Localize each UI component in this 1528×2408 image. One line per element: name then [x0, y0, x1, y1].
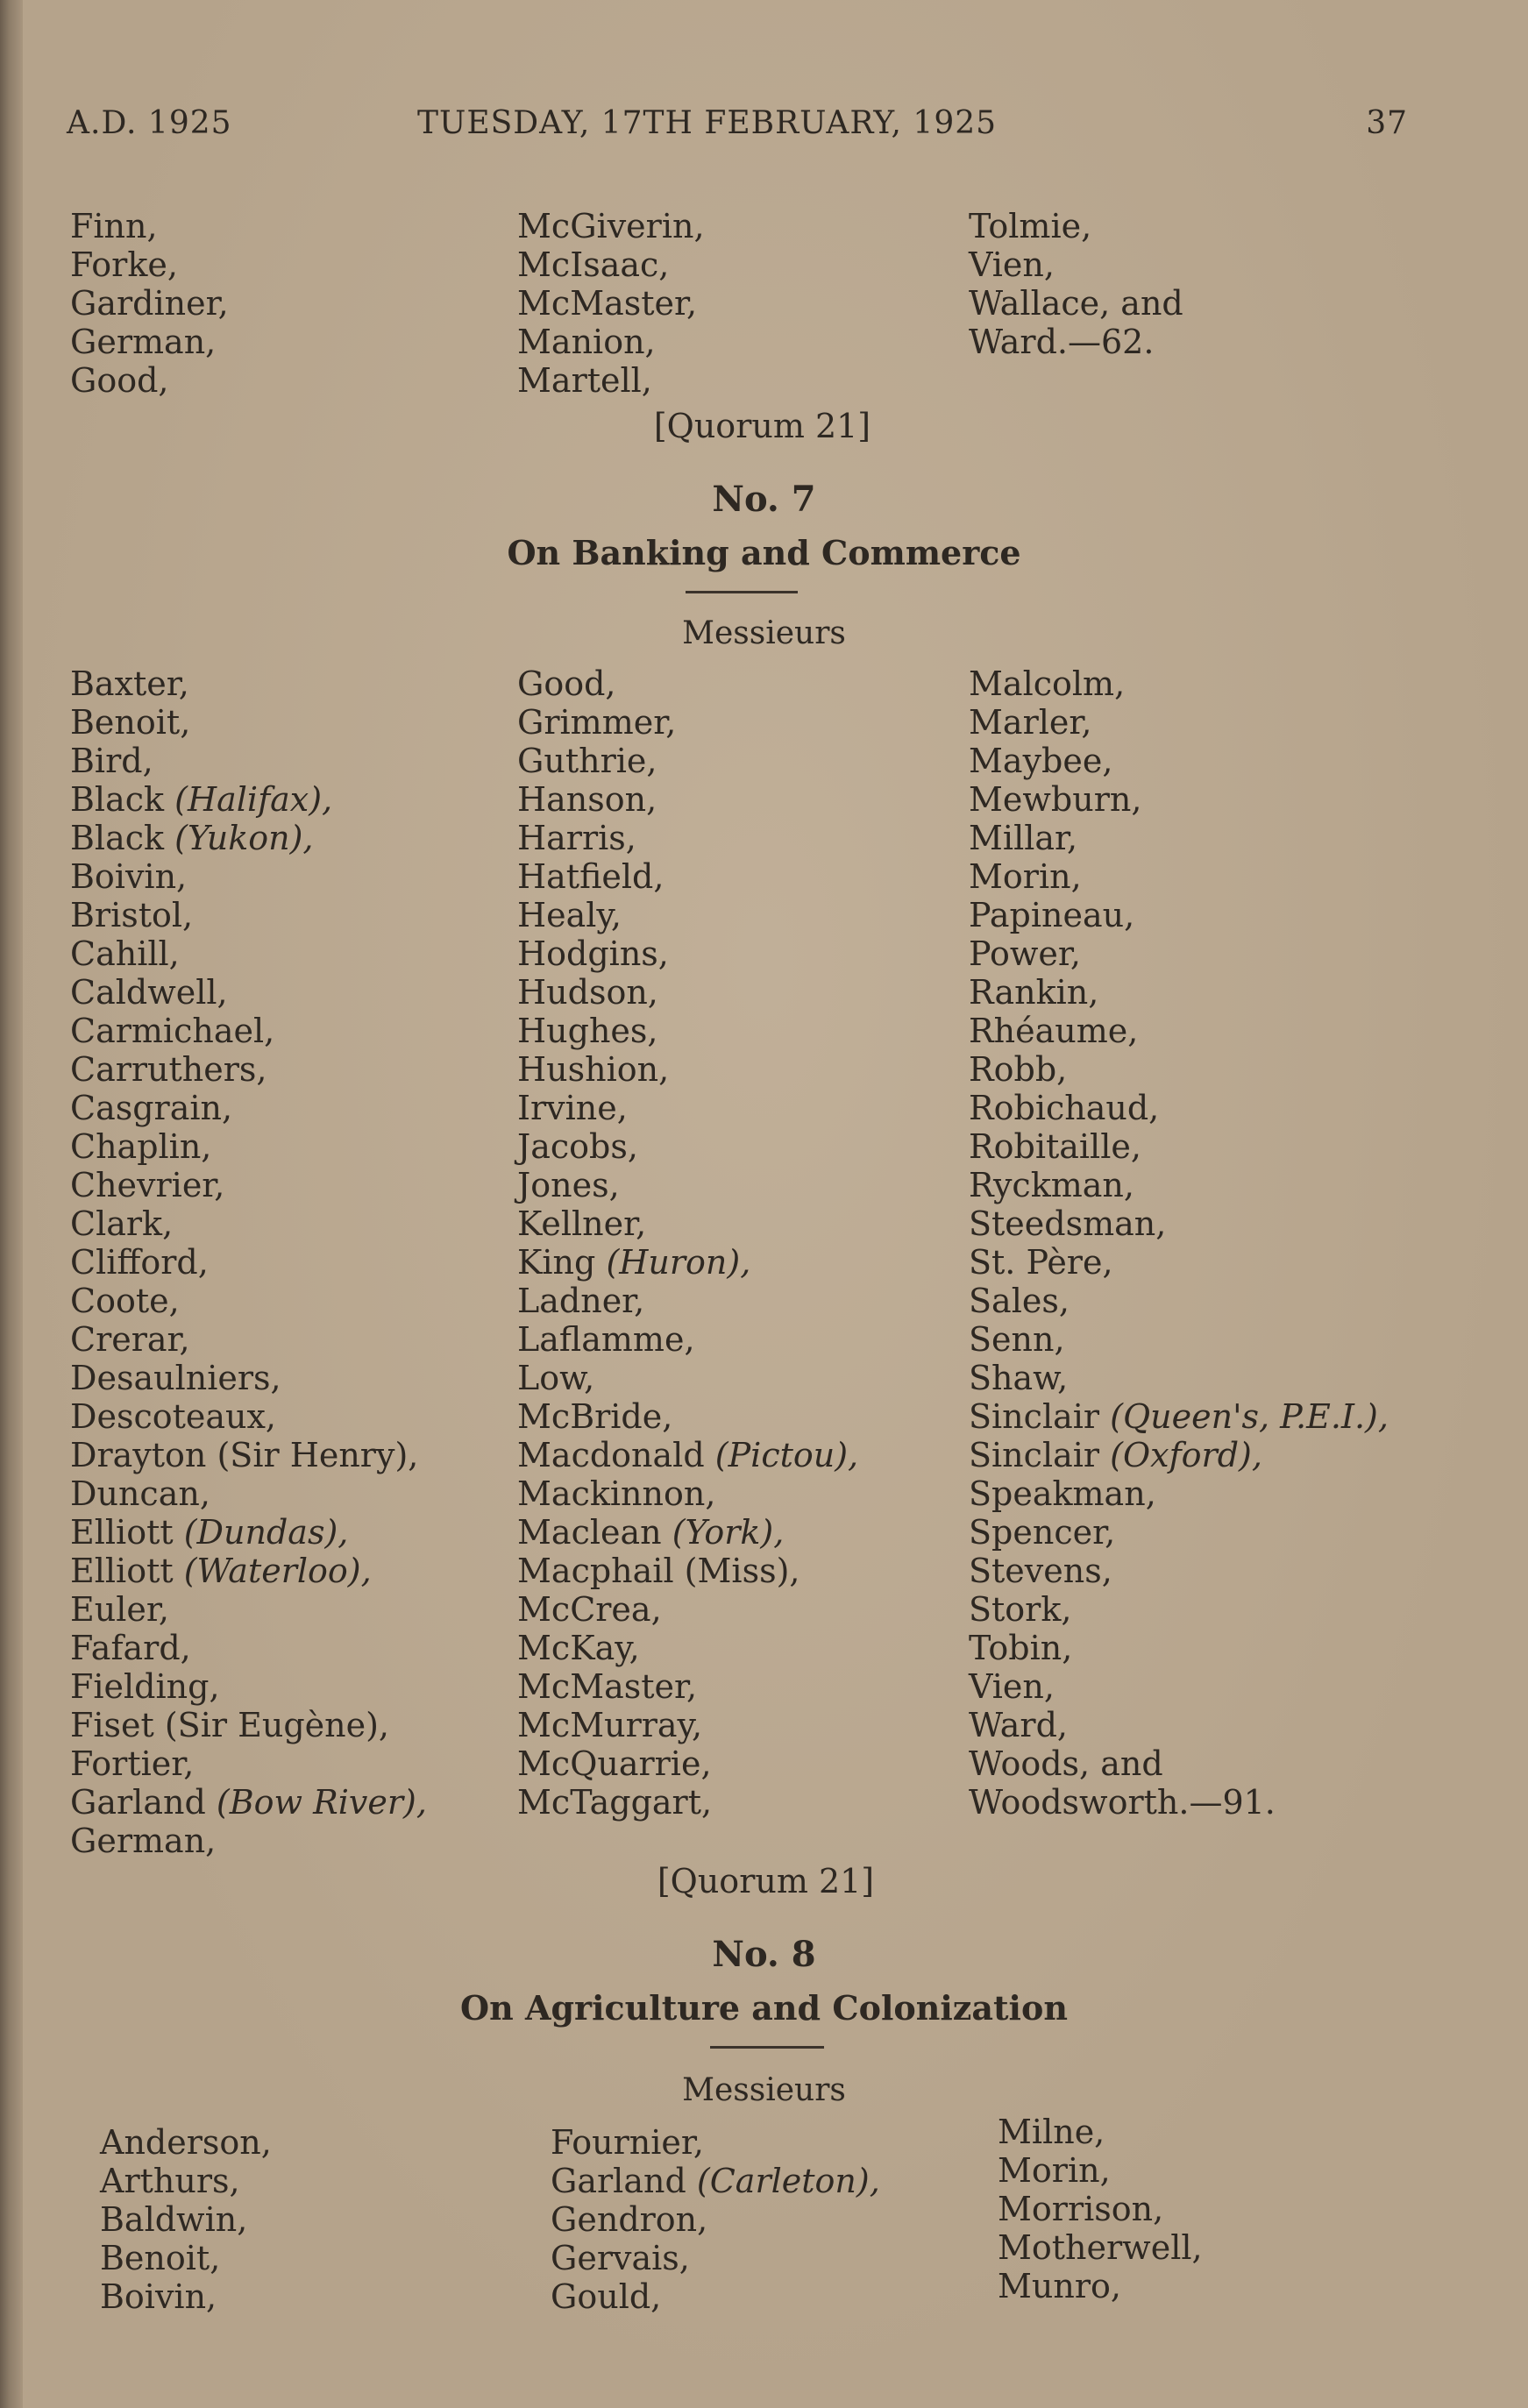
member-name: Mackinnon,	[517, 1474, 716, 1513]
member-entry	[517, 896, 858, 934]
member-name: Stork,	[969, 1590, 1072, 1629]
member-entry	[969, 703, 1389, 742]
member-name: Rankin,	[969, 973, 1099, 1012]
member-name: Jones,	[517, 1166, 620, 1204]
member-name: Munro,	[998, 2267, 1121, 2305]
member-name: McIsaac,	[517, 245, 670, 284]
member-entry	[517, 857, 858, 896]
member-name: Steedsman,	[969, 1204, 1167, 1243]
member-entry	[969, 1359, 1389, 1397]
member-entry	[70, 1706, 427, 1744]
member-entry	[969, 1243, 1389, 1282]
member-name: Millar,	[969, 819, 1078, 857]
member-name: Garland	[551, 2162, 686, 2200]
member-entry	[517, 1050, 858, 1089]
member-entry	[517, 1513, 858, 1552]
member-name: Morin,	[998, 2151, 1111, 2190]
committee-title: On Agriculture and Colonization	[460, 1988, 1068, 2028]
member-name: Tolmie,	[969, 207, 1092, 245]
member-name: Arthurs,	[100, 2162, 240, 2200]
constituency-note: (Oxford),	[1110, 1436, 1262, 1474]
member-name: Kellner,	[517, 1204, 647, 1243]
member-entry	[969, 1783, 1389, 1822]
member-name: Vien,	[969, 245, 1055, 284]
member-name: Vien,	[969, 1667, 1055, 1706]
member-name: Carmichael,	[70, 1012, 275, 1050]
member-entry	[70, 934, 427, 973]
constituency-note: (Carleton),	[696, 2162, 880, 2200]
member-name: Laflamme,	[517, 1320, 695, 1359]
committee-number: No. 7	[712, 479, 816, 520]
member-entry	[517, 1397, 858, 1436]
member-entry	[969, 1089, 1389, 1127]
member-entry	[969, 742, 1389, 780]
member-entry	[969, 780, 1389, 819]
member-name: Clark,	[70, 1204, 174, 1243]
member-name: Fiset (Sir Eugène),	[70, 1706, 390, 1744]
member-name: McGiverin,	[517, 207, 705, 245]
member-name: Healy,	[517, 896, 622, 934]
member-name: Drayton (Sir Henry),	[70, 1436, 419, 1474]
member-name: Macdonald	[517, 1436, 705, 1474]
member-entry	[969, 1744, 1389, 1783]
constituency-note: (Queen's, P.E.I.),	[1110, 1397, 1389, 1436]
member-entry	[998, 2228, 1203, 2267]
member-name: Mewburn,	[969, 780, 1142, 819]
constituency-note: (Huron),	[606, 1243, 751, 1282]
member-entry	[998, 2190, 1203, 2228]
member-name: Gardiner,	[70, 284, 229, 323]
member-entry	[517, 973, 858, 1012]
member-name: Casgrain,	[70, 1089, 233, 1127]
member-entry	[517, 1243, 858, 1282]
member-name: Milne,	[998, 2113, 1105, 2151]
member-entry	[517, 1783, 858, 1822]
member-entry	[969, 1166, 1389, 1204]
member-name: Benoit,	[100, 2239, 221, 2277]
member-entry	[969, 896, 1389, 934]
member-entry	[100, 2277, 272, 2316]
member-name: Elliott	[70, 1552, 174, 1590]
member-name: Papineau,	[969, 896, 1135, 934]
member-entry	[517, 1320, 858, 1359]
member-entry	[100, 2239, 272, 2277]
member-entry	[70, 1474, 427, 1513]
constituency-note: (York),	[672, 1513, 785, 1552]
member-entry	[70, 1012, 427, 1050]
messieurs-heading: Messieurs	[682, 2072, 846, 2108]
member-entry	[517, 1474, 858, 1513]
member-name: McMaster,	[517, 284, 698, 323]
member-column-2	[517, 664, 858, 1822]
member-name: Marler,	[969, 703, 1092, 742]
member-name: Euler,	[70, 1590, 169, 1629]
member-entry	[517, 1436, 858, 1474]
member-column-1	[100, 2123, 272, 2316]
member-name: Jacobs,	[517, 1127, 638, 1166]
member-entry	[70, 1397, 427, 1436]
member-name: Sinclair	[969, 1397, 1100, 1436]
member-name: Gould,	[551, 2277, 662, 2316]
member-name: Gervais,	[551, 2239, 690, 2277]
member-entry	[551, 2123, 880, 2162]
member-entry	[969, 1320, 1389, 1359]
member-name: Benoit,	[70, 703, 191, 742]
member-column-3	[998, 2113, 1203, 2305]
member-entry	[70, 1667, 427, 1706]
section-divider	[710, 2046, 824, 2049]
member-entry	[517, 780, 858, 819]
member-name: Caldwell,	[70, 973, 228, 1012]
member-name: Carruthers,	[70, 1050, 267, 1089]
member-entry	[998, 2113, 1203, 2151]
constituency-note: (Pictou),	[714, 1436, 859, 1474]
member-name: Robichaud,	[969, 1089, 1160, 1127]
member-name: Good,	[517, 664, 616, 703]
member-name: Boivin,	[70, 857, 188, 896]
member-name: Finn,	[70, 207, 158, 245]
member-entry	[969, 857, 1389, 896]
member-name: Ward.—62.	[969, 323, 1155, 361]
member-entry	[70, 1359, 427, 1397]
header-year: A.D. 1925	[67, 105, 232, 141]
member-entry	[70, 1436, 427, 1474]
constituency-note: (Waterloo),	[183, 1552, 372, 1590]
member-entry	[969, 973, 1389, 1012]
member-entry	[517, 1166, 858, 1204]
member-entry	[969, 1629, 1389, 1667]
member-name: Ladner,	[517, 1282, 645, 1320]
member-name: Harris,	[517, 819, 636, 857]
member-name: Rhéaume,	[969, 1012, 1139, 1050]
member-entry	[70, 896, 427, 934]
member-entry	[517, 1282, 858, 1320]
member-name: Spencer,	[969, 1513, 1116, 1552]
member-entry	[517, 1089, 858, 1127]
member-name: Baldwin,	[100, 2200, 248, 2239]
member-entry	[969, 1590, 1389, 1629]
member-entry	[70, 1243, 427, 1282]
member-name: Black	[70, 819, 165, 857]
member-entry	[70, 1166, 427, 1204]
member-entry	[969, 1012, 1389, 1050]
member-name: Macphail (Miss),	[517, 1552, 800, 1590]
member-entry	[517, 1359, 858, 1397]
member-name: Stevens,	[969, 1552, 1112, 1590]
member-column-2	[517, 207, 705, 400]
member-name: Bristol,	[70, 896, 194, 934]
member-name: Descoteaux,	[70, 1397, 277, 1436]
quorum-note: [Quorum 21]	[653, 407, 871, 445]
member-name: St. Père,	[969, 1243, 1113, 1282]
member-name: Fafard,	[70, 1629, 191, 1667]
member-entry	[70, 1590, 427, 1629]
member-name: Robb,	[969, 1050, 1068, 1089]
member-entry	[969, 664, 1389, 703]
member-entry	[70, 1552, 427, 1590]
member-entry	[70, 703, 427, 742]
member-name: Grimmer,	[517, 703, 677, 742]
member-entry	[517, 819, 858, 857]
member-entry	[998, 2151, 1203, 2190]
member-name: Irvine,	[517, 1089, 628, 1127]
member-entry	[517, 1127, 858, 1166]
member-name: German,	[70, 323, 217, 361]
messieurs-heading: Messieurs	[682, 615, 846, 651]
constituency-note: (Halifax),	[174, 780, 333, 819]
member-entry	[517, 1552, 858, 1590]
member-entry	[517, 703, 858, 742]
member-entry	[70, 742, 427, 780]
member-entry	[969, 1050, 1389, 1089]
member-name: Maybee,	[969, 742, 1113, 780]
member-name: Wallace, and	[969, 284, 1183, 323]
member-name: Senn,	[969, 1320, 1065, 1359]
member-name: Sinclair	[969, 1436, 1100, 1474]
member-entry	[70, 1320, 427, 1359]
member-name: German,	[70, 1822, 217, 1860]
member-name: McCrea,	[517, 1590, 662, 1629]
member-entry	[969, 1552, 1389, 1590]
page-binding-edge	[0, 0, 23, 2408]
member-entry	[998, 2267, 1203, 2305]
member-entry	[969, 934, 1389, 973]
member-name: McBride,	[517, 1397, 673, 1436]
member-name: Good,	[70, 361, 169, 400]
member-name: Bird,	[70, 742, 153, 780]
member-name: Malcolm,	[969, 664, 1126, 703]
member-entry	[100, 2200, 272, 2239]
member-entry	[70, 973, 427, 1012]
member-name: Coote,	[70, 1282, 180, 1320]
member-name: Guthrie,	[517, 742, 657, 780]
member-name: Woods, and	[969, 1744, 1163, 1783]
member-entry	[969, 1667, 1389, 1706]
member-entry	[969, 1127, 1389, 1166]
member-entry	[517, 1744, 858, 1783]
member-entry	[517, 1667, 858, 1706]
member-entry	[100, 2123, 272, 2162]
member-entry	[70, 1513, 427, 1552]
member-name: Ryckman,	[969, 1166, 1134, 1204]
member-name: Sales,	[969, 1282, 1070, 1320]
member-name: Desaulniers,	[70, 1359, 281, 1397]
member-name: Low,	[517, 1359, 595, 1397]
member-name: Chevrier,	[70, 1166, 225, 1204]
member-name: Hughes,	[517, 1012, 658, 1050]
page-header	[67, 105, 1408, 149]
header-date: TUESDAY, 17TH FEBRUARY, 1925	[417, 105, 998, 141]
member-name: Hushion,	[517, 1050, 670, 1089]
constituency-note: (Dundas),	[183, 1513, 349, 1552]
member-entry	[70, 1822, 427, 1860]
member-name: Fournier,	[551, 2123, 704, 2162]
member-name: Ward,	[969, 1706, 1068, 1744]
member-entry	[70, 664, 427, 703]
member-name: King	[517, 1243, 596, 1282]
member-entry	[517, 664, 858, 703]
member-entry	[517, 1706, 858, 1744]
page-number: 37	[1366, 105, 1408, 141]
member-name: Anderson,	[100, 2123, 272, 2162]
member-entry	[517, 934, 858, 973]
member-entry	[517, 1012, 858, 1050]
committee-number: No. 8	[712, 1934, 816, 1975]
member-name: Tobin,	[969, 1629, 1073, 1667]
member-name: Cahill,	[70, 934, 180, 973]
member-name: Hatfield,	[517, 857, 665, 896]
member-column-1	[70, 207, 229, 400]
member-name: Fortier,	[70, 1744, 195, 1783]
member-entry	[70, 1744, 427, 1783]
member-column-1	[70, 664, 427, 1860]
member-entry	[517, 1590, 858, 1629]
constituency-note: (Bow River),	[216, 1783, 427, 1822]
member-name: McKay,	[517, 1629, 640, 1667]
member-name: Maclean	[517, 1513, 662, 1552]
member-entry	[551, 2239, 880, 2277]
member-column-2	[551, 2123, 880, 2316]
member-name: Morrison,	[998, 2190, 1164, 2228]
member-entry	[70, 857, 427, 896]
member-name: Hudson,	[517, 973, 658, 1012]
member-entry	[551, 2277, 880, 2316]
member-entry	[70, 1204, 427, 1243]
quorum-note: [Quorum 21]	[657, 1862, 875, 1900]
committee-title: On Banking and Commerce	[507, 533, 1021, 572]
section-divider	[686, 591, 798, 593]
member-name: Crerar,	[70, 1320, 190, 1359]
member-entry	[70, 780, 427, 819]
member-entry	[969, 819, 1389, 857]
member-name: Forke,	[70, 245, 178, 284]
member-entry	[517, 1204, 858, 1243]
member-column-3	[969, 207, 1183, 361]
member-name: Garland	[70, 1783, 206, 1822]
member-name: Shaw,	[969, 1359, 1069, 1397]
member-entry	[70, 1783, 427, 1822]
member-entry	[551, 2162, 880, 2200]
member-entry	[969, 1513, 1389, 1552]
member-name: McMurray,	[517, 1706, 703, 1744]
member-name: Woodsworth.—91.	[969, 1783, 1276, 1822]
member-entry	[70, 819, 427, 857]
member-name: Morin,	[969, 857, 1082, 896]
member-entry	[969, 1474, 1389, 1513]
member-entry	[70, 1050, 427, 1089]
member-entry	[969, 1706, 1389, 1744]
member-entry	[969, 1397, 1389, 1436]
member-entry	[70, 1089, 427, 1127]
member-entry	[70, 1282, 427, 1320]
member-name: Hanson,	[517, 780, 657, 819]
member-entry	[969, 1282, 1389, 1320]
member-entry	[969, 1436, 1389, 1474]
member-name: Martell,	[517, 361, 652, 400]
member-entry	[70, 1127, 427, 1166]
member-name: Black	[70, 780, 165, 819]
member-entry	[551, 2200, 880, 2239]
member-name: Elliott	[70, 1513, 174, 1552]
member-name: Power,	[969, 934, 1081, 973]
member-name: Motherwell,	[998, 2228, 1203, 2267]
member-name: Speakman,	[969, 1474, 1156, 1513]
member-entry	[517, 1629, 858, 1667]
member-name: Manion,	[517, 323, 656, 361]
member-entry	[100, 2162, 272, 2200]
member-name: McMaster,	[517, 1667, 698, 1706]
member-entry	[969, 1204, 1389, 1243]
member-name: Gendron,	[551, 2200, 708, 2239]
member-name: Duncan,	[70, 1474, 210, 1513]
member-name: Clifford,	[70, 1243, 209, 1282]
member-name: Baxter,	[70, 664, 189, 703]
member-entry	[70, 1629, 427, 1667]
member-name: Fielding,	[70, 1667, 220, 1706]
constituency-note: (Yukon),	[174, 819, 314, 857]
member-name: McQuarrie,	[517, 1744, 712, 1783]
member-column-3	[969, 664, 1389, 1822]
member-name: Boivin,	[100, 2277, 217, 2316]
member-name: Robitaille,	[969, 1127, 1141, 1166]
member-name: McTaggart,	[517, 1783, 713, 1822]
member-entry	[517, 742, 858, 780]
member-name: Hodgins,	[517, 934, 669, 973]
member-name: Chaplin,	[70, 1127, 212, 1166]
